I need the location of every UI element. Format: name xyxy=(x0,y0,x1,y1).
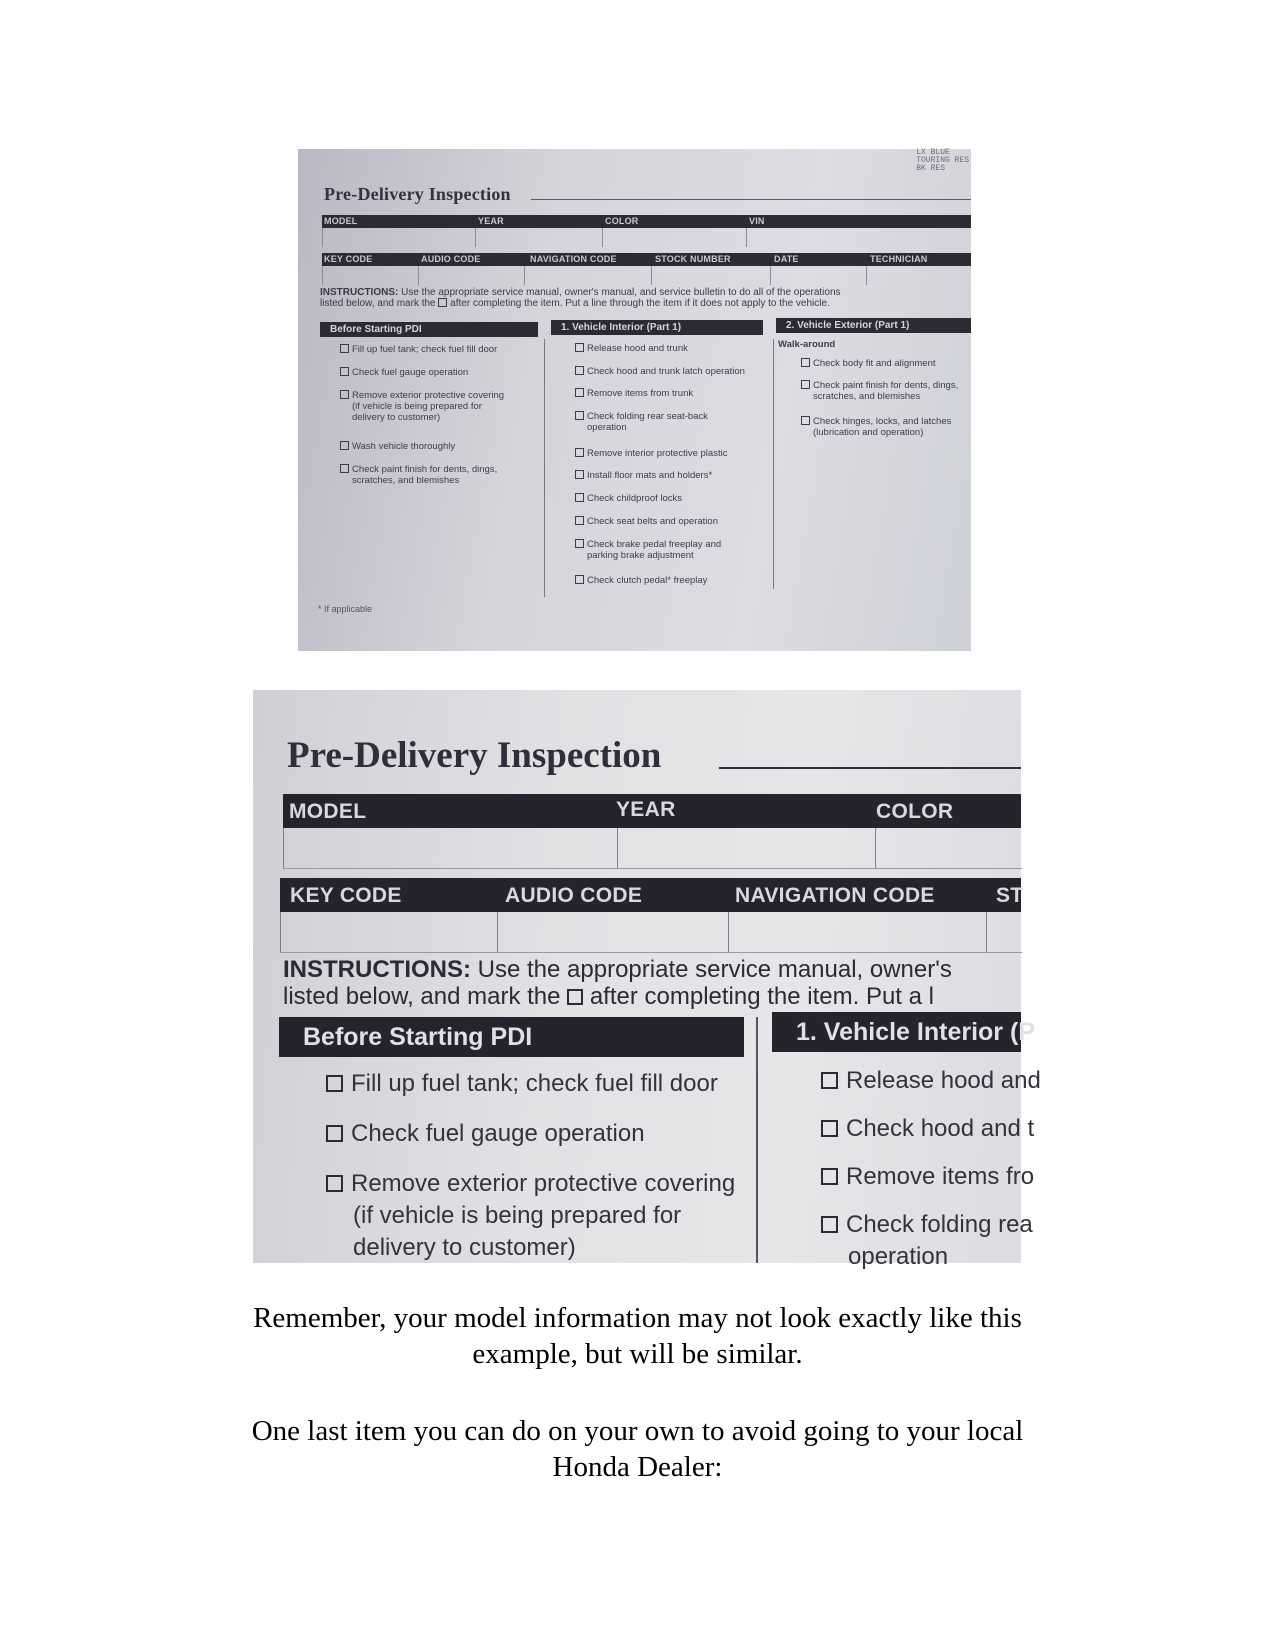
checklist-item[interactable]: Check fuel gauge operation xyxy=(326,1118,645,1150)
audio-code-cell[interactable] xyxy=(497,912,729,952)
corner-label: LX BLUE TOURING RES BK RES xyxy=(916,148,969,173)
header-vin: VIN xyxy=(749,216,765,226)
walk-around-label: Walk-around xyxy=(778,339,836,350)
header-model: MODEL xyxy=(289,800,367,823)
next-step-line-1: One last item you can do on your own to avoid going to your local xyxy=(251,1415,1024,1447)
checklist-item[interactable]: Remove exterior protective covering (if vehicle is being prepared for delivery to customer) xyxy=(326,1168,735,1264)
section-header-exterior: 2. Vehicle Exterior (Part 1) xyxy=(776,318,971,333)
input-row1 xyxy=(322,228,972,247)
checkbox-icon xyxy=(567,989,583,1005)
key-code-cell[interactable] xyxy=(323,266,419,285)
checklist-item[interactable]: Remove exterior protective covering (if vehicle is being prepared for delivery to customer) xyxy=(340,390,504,423)
instructions-label: INSTRUCTIONS: xyxy=(320,287,399,298)
checklist-item[interactable]: Release hood and xyxy=(821,1065,1041,1097)
instructions-line2b: after completing the item. Put a line through the item if it does not apply to the vehicle. xyxy=(447,298,830,309)
checkbox-icon[interactable] xyxy=(575,366,584,375)
checklist-item[interactable]: Install floor mats and holders* xyxy=(575,470,712,481)
checklist-item[interactable]: Check fuel gauge operation xyxy=(340,367,468,378)
instructions-label: INSTRUCTIONS: xyxy=(283,956,471,983)
header-year: YEAR xyxy=(616,798,676,821)
header-year: YEAR xyxy=(478,216,504,226)
header-audio-code: AUDIO CODE xyxy=(421,254,481,264)
checkbox-icon[interactable] xyxy=(340,344,349,353)
instructions-line2a: listed below, and mark the xyxy=(320,298,439,309)
note-line-2: example, but will be similar. xyxy=(472,1338,803,1370)
checklist-item[interactable]: Fill up fuel tank; check fuel fill door xyxy=(340,344,497,355)
checkbox-icon[interactable] xyxy=(340,464,349,473)
input-row1 xyxy=(283,828,1022,869)
header-color: COLOR xyxy=(605,216,639,226)
checklist-item[interactable]: Remove items from trunk xyxy=(575,388,693,399)
header-color: COLOR xyxy=(876,800,954,823)
checkbox-icon[interactable] xyxy=(575,493,584,502)
header-navigation-code: NAVIGATION CODE xyxy=(530,254,617,264)
checkbox-icon[interactable] xyxy=(821,1120,838,1137)
checkbox-icon[interactable] xyxy=(575,516,584,525)
section-header-before-pdi: Before Starting PDI xyxy=(320,322,538,337)
checkbox-icon[interactable] xyxy=(575,343,584,352)
section-header-interior: 1. Vehicle Interior (P xyxy=(772,1012,1021,1052)
checklist-item[interactable]: Check hood and trunk latch operation xyxy=(575,366,745,377)
checklist-item[interactable]: Check childproof locks xyxy=(575,493,682,504)
checklist-item[interactable]: Check hood and t xyxy=(821,1113,1034,1145)
column-divider xyxy=(773,339,774,589)
note-paragraph xyxy=(0,1300,1275,1372)
header-stock-number: STOCK NUMBER xyxy=(655,254,731,264)
title-rule xyxy=(719,767,1021,769)
section-header-interior: 1. Vehicle Interior (Part 1) xyxy=(551,320,763,335)
stock-number-cell[interactable] xyxy=(651,266,771,285)
checklist-item[interactable]: Remove items fro xyxy=(821,1161,1034,1193)
date-cell[interactable] xyxy=(770,266,867,285)
header-model: MODEL xyxy=(324,216,358,226)
header-bar-row1 xyxy=(283,794,1021,828)
checkbox-icon[interactable] xyxy=(801,380,810,389)
checklist-item[interactable]: Check clutch pedal* freeplay xyxy=(575,575,707,586)
color-cell[interactable] xyxy=(602,228,747,247)
header-navigation-code: NAVIGATION CODE xyxy=(735,884,935,907)
column-divider xyxy=(756,1017,758,1263)
checklist-item[interactable]: Fill up fuel tank; check fuel fill door xyxy=(326,1068,718,1100)
checklist-item[interactable]: Check hinges, locks, and latches (lubrication and operation) xyxy=(801,416,951,438)
navigation-code-cell[interactable] xyxy=(524,266,652,285)
navigation-code-cell[interactable] xyxy=(728,912,987,952)
checkbox-icon[interactable] xyxy=(340,441,349,450)
year-cell[interactable] xyxy=(475,228,603,247)
checkbox-icon[interactable] xyxy=(575,388,584,397)
checkbox-icon[interactable] xyxy=(340,367,349,376)
checkbox-icon[interactable] xyxy=(575,411,584,420)
checkbox-icon[interactable] xyxy=(821,1216,838,1233)
checklist-item[interactable]: Remove interior protective plastic xyxy=(575,448,727,459)
next-step-paragraph xyxy=(0,1413,1275,1485)
checklist-item[interactable]: Check paint finish for dents, dings, scratches, and blemishes xyxy=(340,464,497,486)
header-stock-number: ST xyxy=(996,884,1024,907)
checkbox-icon[interactable] xyxy=(326,1075,343,1092)
year-cell[interactable] xyxy=(617,828,876,868)
checklist-photo-full xyxy=(298,149,971,651)
input-row2 xyxy=(322,266,972,285)
checkbox-icon[interactable] xyxy=(801,416,810,425)
footnote: * If applicable xyxy=(318,604,373,614)
header-date: DATE xyxy=(774,254,799,264)
instructions-line1: Use the appropriate service manual, owner's manual, and service bulletin to do all of the operations xyxy=(398,287,841,298)
header-bar-row1 xyxy=(322,215,971,228)
checklist-item[interactable]: Check folding rear seat-back operation xyxy=(575,411,708,433)
header-technician: TECHNICIAN xyxy=(870,254,928,264)
form-title: Pre-Delivery Inspection xyxy=(287,735,662,776)
checklist-item[interactable]: Check brake pedal freeplay and parking brake adjustment xyxy=(575,539,721,561)
instructions-line1: Use the appropriate service manual, owner's xyxy=(471,956,952,983)
column-divider xyxy=(544,339,545,597)
header-key-code: KEY CODE xyxy=(290,884,402,907)
key-code-cell[interactable] xyxy=(281,912,498,952)
checklist-item[interactable]: Check folding rea operation xyxy=(821,1209,1033,1273)
header-bar-row2 xyxy=(280,878,1024,912)
header-key-code: KEY CODE xyxy=(324,254,373,264)
checkbox-icon[interactable] xyxy=(326,1175,343,1192)
form-title: Pre-Delivery Inspection xyxy=(324,184,511,204)
checkbox-icon[interactable] xyxy=(340,390,349,399)
checklist-item[interactable]: Check seat belts and operation xyxy=(575,516,718,527)
note-line-1: Remember, your model information may not look exactly like this xyxy=(253,1302,1022,1334)
next-step-line-2: Honda Dealer: xyxy=(552,1451,723,1483)
input-row2 xyxy=(280,912,1022,953)
header-bar-row2 xyxy=(322,253,971,266)
instructions-line2a: listed below, and mark the xyxy=(283,983,568,1010)
checkbox-icon[interactable] xyxy=(326,1125,343,1142)
audio-code-cell[interactable] xyxy=(418,266,525,285)
instructions xyxy=(320,287,980,309)
checklist-item[interactable]: Release hood and trunk xyxy=(575,343,688,354)
section-header-before-pdi: Before Starting PDI xyxy=(279,1017,744,1057)
checkbox-icon[interactable] xyxy=(575,448,584,457)
checkbox-icon[interactable] xyxy=(575,539,584,548)
checkbox-icon[interactable] xyxy=(575,575,584,584)
header-audio-code: AUDIO CODE xyxy=(505,884,643,907)
title-rule xyxy=(531,199,971,200)
checklist-item[interactable]: Wash vehicle thoroughly xyxy=(340,441,455,452)
model-cell[interactable] xyxy=(323,228,476,247)
checklist-photo-closeup xyxy=(253,690,1041,1270)
checklist-item[interactable]: Check paint finish for dents, dings, scratches, and blemishes xyxy=(801,380,958,402)
checkbox-icon[interactable] xyxy=(821,1168,838,1185)
checkbox-icon[interactable] xyxy=(821,1072,838,1089)
model-cell[interactable] xyxy=(284,828,618,868)
checklist-item[interactable]: Check body fit and alignment xyxy=(801,358,936,369)
checkbox-icon[interactable] xyxy=(801,358,810,367)
instructions-line2b: after completing the item. Put a l xyxy=(583,983,934,1010)
instructions xyxy=(283,956,1043,1010)
checkbox-icon[interactable] xyxy=(575,470,584,479)
